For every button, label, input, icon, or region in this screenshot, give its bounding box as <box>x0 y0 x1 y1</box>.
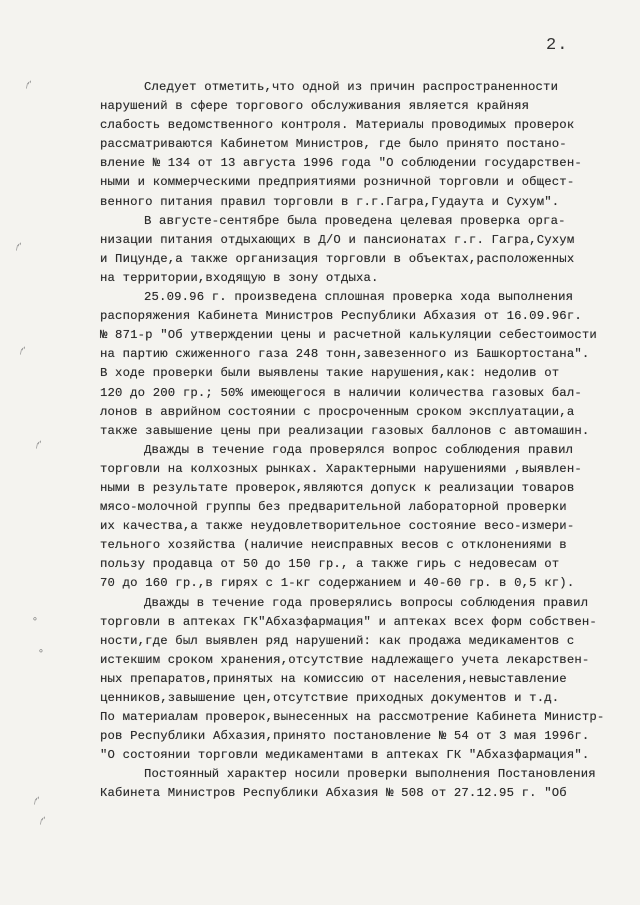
text-line: венного питания правил торговли в г.г.Гагра,Гудаута и Сухум". <box>100 194 560 209</box>
document-body <box>100 78 620 804</box>
margin-mark: ᐤ <box>36 646 48 660</box>
text-line: на территории,входящую в зону отдыха. <box>100 270 379 285</box>
text-line: Следует отметить,что одной из причин распространенности <box>144 80 559 94</box>
text-line: ценников,завышение цен,отсутствие приходных документов и т.д. <box>100 691 560 705</box>
text-line: и Пицунде,а также организация торговли в объектах,расположенных <box>100 251 575 266</box>
text-line: пользу продавца от 50 до 150 гр., а также гирь с недовесам от <box>100 557 560 572</box>
text-line: слабость ведомственного контроля. Материалы проводимых проверок <box>100 118 575 133</box>
margin-mark: ⸝˶ <box>18 74 34 91</box>
text-line: Дважды в течение года проверялся вопрос соблюдения правил <box>144 442 574 457</box>
text-line: торговли в аптеках ГК"Абхазфармация" и аптеках всех форм собствен- <box>100 614 597 629</box>
text-line: Дважды в течение года проверялись вопросы соблюдения правил <box>144 595 589 610</box>
margin-mark: ⸝˶ <box>26 790 42 807</box>
text-line: Постоянный характер носили проверки выполнения Постановления <box>144 767 596 782</box>
text-line: их качества,а также неудовлетворительное состояние весо-измери- <box>100 519 575 534</box>
text-line: рассматриваются Кабинетом Министров, где было принято постано- <box>100 137 567 152</box>
text-line: мясо-молочной группы без предварительной лабораторной проверки <box>100 500 567 515</box>
text-line: 70 до 160 гр.,в гирях с 1-кг содержанием и 40-60 гр. в 0,5 кг). <box>100 576 575 591</box>
text-line: вление № 134 от 13 августа 1996 года "О соблюдении государствен- <box>100 156 582 171</box>
margin-marks <box>0 0 60 905</box>
text-line: торговли на колхозных рынках. Характерными нарушениями ,выявлен- <box>100 461 582 476</box>
text-line: В ходе проверки были выявлены такие нарушения,как: недолив от <box>100 366 560 381</box>
text-line: В августе-сентябре была проведена целевая проверка орга- <box>144 213 566 228</box>
text-line: распоряжения Кабинета Министров Республики Абхазия от 16.09.96г. <box>100 309 582 324</box>
text-line: низации питания отдыхающих в Д/О и пансионатах г.г. Гагра,Сухум <box>100 232 575 247</box>
text-line: лонов в аврийном состоянии с просроченным сроком эксплуатации,а <box>100 404 575 419</box>
text-line: ными в результате проверок,являются допуск к реализации товаров <box>100 480 575 495</box>
text-line: 120 до 200 гр.; 50% имеющегося в наличии количества газовых бал- <box>100 385 582 400</box>
text-line: Кабинета Министров Республики Абхазия № 508 от 27.12.95 г. "Об <box>100 786 567 801</box>
margin-mark: ⸝˶ <box>32 810 48 827</box>
margin-mark: ⸝˶ <box>12 340 28 357</box>
text-line: тельного хозяйства (наличие неисправных весов с отклонениями в <box>100 538 567 553</box>
text-line: "О состоянии торговли медикаментами в аптеках ГК "Абхазфармация". <box>100 748 590 763</box>
text-line: ности,где был выявлен ряд нарушений: как продажа медикаментов с <box>100 633 575 648</box>
margin-mark: ⸝˶ <box>28 434 44 451</box>
margin-mark: ⸝˶ <box>8 236 24 253</box>
text-line: 25.09.96 г. произведена сплошная проверка хода выполнения <box>144 290 574 305</box>
text-line: ров Республики Абхазия,принято постановление № 54 от 3 мая 1996г. <box>100 729 590 744</box>
text-line: на партию сжиженного газа 248 тонн,завезенного из Башкортостана". <box>100 347 590 362</box>
text-line: № 871-р "Об утверждении цены и расчетной калькуляции себестоимости <box>100 328 597 343</box>
text-line: также завышение цены при реализации газовых баллонов с автомашин. <box>100 423 590 438</box>
text-line: По материалам проверок,вынесенных на рассмотрение Кабинета Министр- <box>100 710 605 725</box>
text-line: истекшим сроком хранения,отсутствие надлежащего учета лекарствен- <box>100 652 590 667</box>
text-line: ными и коммерческими предприятиями розничной торговли и общест- <box>100 175 575 190</box>
page-number: 2. <box>546 36 569 55</box>
text-line: нарушений в сфере торгового обслуживания является крайняя <box>100 99 530 114</box>
text-line: ных препаратов,принятых на комиссию от населения,невыставление <box>100 671 567 686</box>
margin-mark: ᐤ <box>30 614 42 628</box>
